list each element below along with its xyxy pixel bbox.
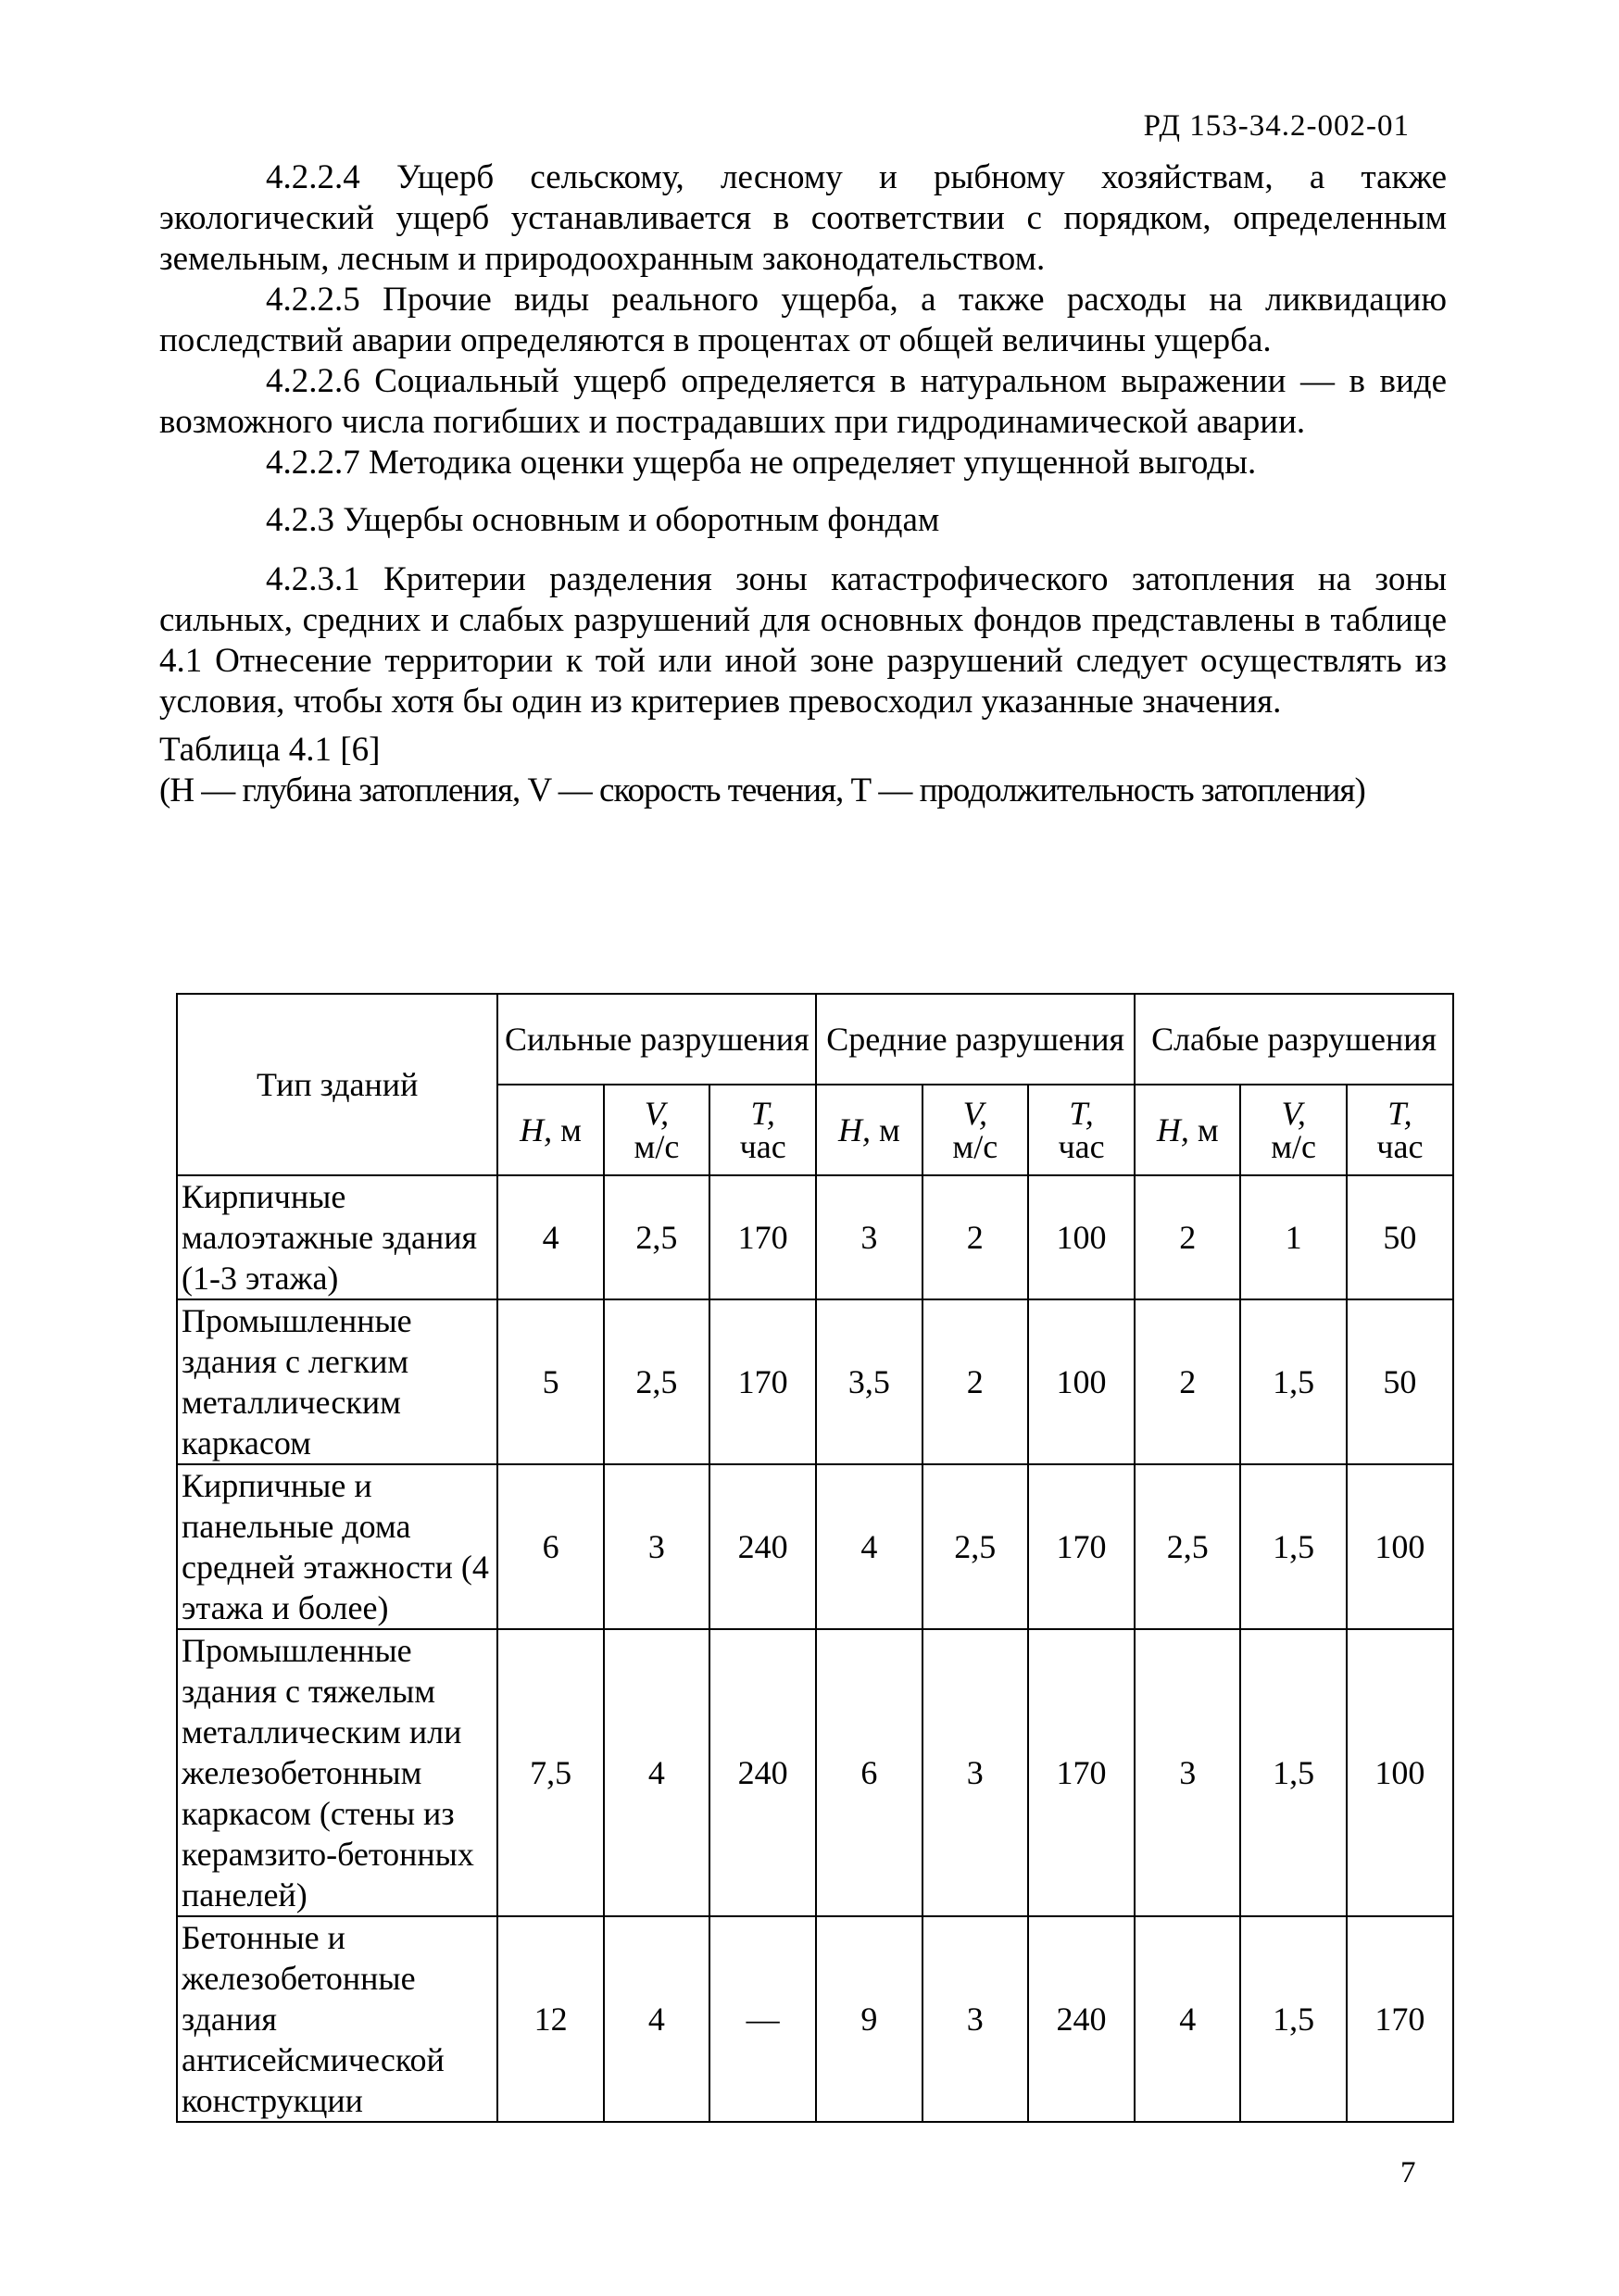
value-cell: 2 [922,1175,1028,1299]
table-row [177,1175,1453,1299]
paragraph-4-2-3-1: 4.2.3.1 Критерии разделения зоны катастрофического затопления на зоны сильных, средних и слабых разрушений для основных фондов представлены в таблице 4.1 Отнесение территории к той или иной зоне разрушений следует осуществлять из условия, чтобы хотя бы один из критериев превосходил указанные значения. [159,560,1447,721]
value-cell: 170 [1028,1629,1135,1916]
damage-criteria-table [176,993,1454,2123]
value-cell: 7,5 [497,1629,603,1916]
building-type-cell: Кирпичные и панельные дома средней этажности (4 этажа и более) [177,1464,497,1629]
building-type-header: Тип зданий [177,994,497,1175]
building-type-cell: Промышленные здания с легким металлическим каркасом [177,1299,497,1464]
unit-header-v [922,1085,1028,1175]
table-row [177,1916,1453,2122]
table-row [177,1629,1453,1916]
value-cell: — [709,1916,816,2122]
value-cell: 2 [922,1299,1028,1464]
table-caption: Таблица 4.1 [6] [159,731,381,769]
value-cell: 4 [604,1916,709,2122]
value-cell: 100 [1028,1175,1135,1299]
unit-symbol: V, [962,1095,987,1132]
unit-header-h [816,1085,922,1175]
value-cell: 170 [709,1175,816,1299]
unit-label: м/с [1271,1128,1317,1165]
unit-symbol: H, [838,1111,872,1148]
building-type-cell: Бетонные и железобетонные здания антисейсмической конструкции [177,1916,497,2122]
value-cell: 3 [922,1916,1028,2122]
section-heading: 4.2.3 Ущербы основным и оборотным фондам [266,501,940,539]
unit-header-t [1028,1085,1135,1175]
unit-header-v [604,1085,709,1175]
unit-symbol: T, [1387,1095,1412,1132]
unit-label: м [1197,1111,1219,1148]
value-cell: 240 [709,1464,816,1629]
unit-label: час [1058,1128,1105,1165]
table-row [177,1299,1453,1464]
table-row [177,1464,1453,1629]
value-cell: 4 [604,1629,709,1916]
value-cell: 1,5 [1240,1629,1346,1916]
unit-label: час [739,1128,786,1165]
value-cell: 3 [816,1175,922,1299]
value-cell: 2,5 [922,1464,1028,1629]
document-body [159,157,1447,811]
value-cell: 2 [1135,1299,1240,1464]
unit-label: м [560,1111,582,1148]
unit-header-h [497,1085,603,1175]
value-cell: 3 [922,1629,1028,1916]
group-header-weak: Слабые разрушения [1135,994,1453,1085]
value-cell: 4 [816,1464,922,1629]
paragraph-4-2-2-6: 4.2.2.6 Социальный ущерб определяется в натуральном выражении — в виде возможного числа погибших и пострадавших при гидродинамической аварии. [159,362,1447,441]
paragraph-4-2-2-5: 4.2.2.5 Прочие виды реального ущерба, а также расходы на ликвидацию последствий аварии определяются в процентах от общей величины ущерба. [159,281,1447,359]
value-cell: 4 [1135,1916,1240,2122]
unit-header-v [1240,1085,1346,1175]
unit-label: час [1376,1128,1424,1165]
value-cell: 170 [1347,1916,1453,2122]
value-cell: 50 [1347,1175,1453,1299]
building-type-cell: Промышленные здания с тяжелым металлическим или железобетонным каркасом (стены из керамзито-бетонных панелей) [177,1629,497,1916]
value-cell: 12 [497,1916,603,2122]
value-cell: 1,5 [1240,1916,1346,2122]
value-cell: 3 [1135,1629,1240,1916]
table-legend: (Н — глубина затопления, V — скорость течения, Т — продолжительность затопления) [159,772,1365,809]
value-cell: 5 [497,1299,603,1464]
value-cell: 9 [816,1916,922,2122]
unit-label: м [879,1111,900,1148]
value-cell: 1,5 [1240,1299,1346,1464]
unit-label: м/с [634,1128,680,1165]
value-cell: 2,5 [604,1299,709,1464]
unit-header-t [1347,1085,1453,1175]
value-cell: 6 [816,1629,922,1916]
value-cell: 2,5 [604,1175,709,1299]
group-header-medium: Средние разрушения [816,994,1135,1085]
unit-symbol: H, [520,1111,553,1148]
value-cell: 50 [1347,1299,1453,1464]
value-cell: 6 [497,1464,603,1629]
value-cell: 1,5 [1240,1464,1346,1629]
group-header-strong: Сильные разрушения [497,994,816,1085]
value-cell: 4 [497,1175,603,1299]
value-cell: 100 [1347,1464,1453,1629]
value-cell: 170 [709,1299,816,1464]
value-cell: 170 [1028,1464,1135,1629]
unit-symbol: V, [644,1095,670,1132]
value-cell: 2,5 [1135,1464,1240,1629]
unit-label: м/с [952,1128,998,1165]
value-cell: 100 [1347,1629,1453,1916]
unit-header-t [709,1085,816,1175]
value-cell: 240 [1028,1916,1135,2122]
value-cell: 240 [709,1629,816,1916]
unit-symbol: V, [1281,1095,1306,1132]
unit-header-h [1135,1085,1240,1175]
paragraph-4-2-2-7: 4.2.2.7 Методика оценки ущерба не определяет упущенной выгоды. [266,444,1257,482]
paragraph-4-2-2-4: 4.2.2.4 Ущерб сельскому, лесному и рыбному хозяйствам, а также экологический ущерб устанавливается в соответствии с порядком, определенным земельным, лесным и природоохранным законодательством. [159,158,1447,278]
building-type-cell: Кирпичные малоэтажные здания (1-3 этажа) [177,1175,497,1299]
value-cell: 2 [1135,1175,1240,1299]
unit-symbol: T, [1069,1095,1094,1132]
value-cell: 3,5 [816,1299,922,1464]
unit-symbol: T, [750,1095,775,1132]
value-cell: 3 [604,1464,709,1629]
unit-symbol: H, [1156,1111,1189,1148]
table-group-header-row [177,994,1453,1085]
value-cell: 1 [1240,1175,1346,1299]
page-number: 7 [1400,2156,1416,2189]
document-code: РД 153-34.2-002-01 [1143,109,1410,143]
value-cell: 100 [1028,1299,1135,1464]
